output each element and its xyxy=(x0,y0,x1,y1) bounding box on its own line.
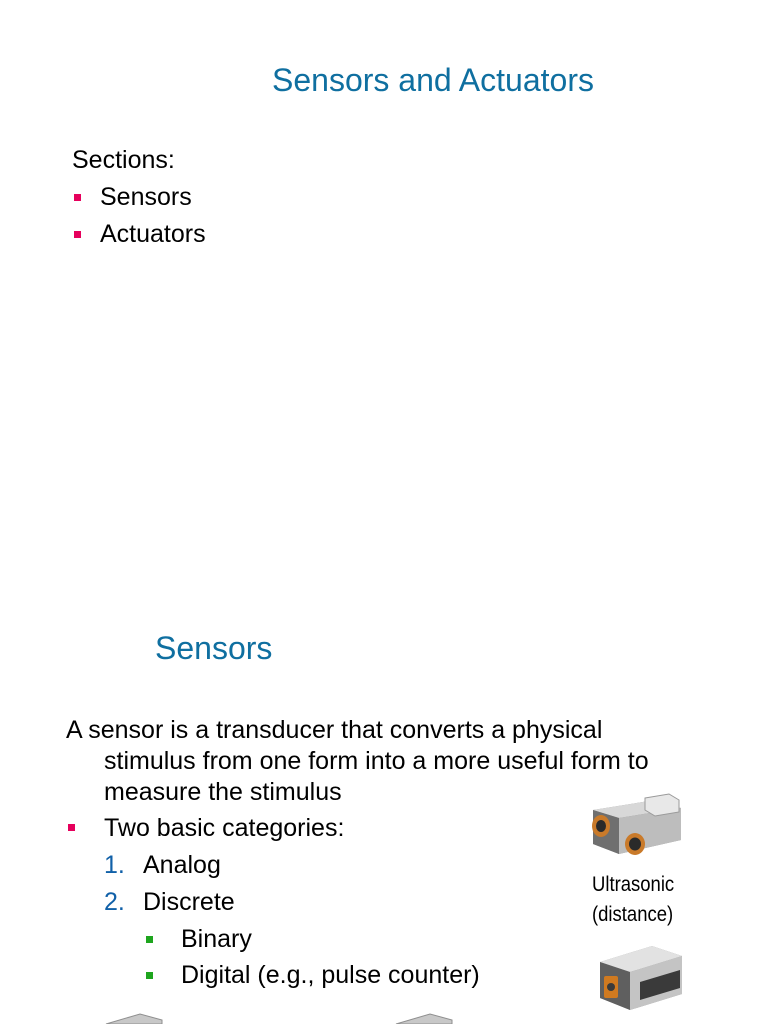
bullet-marker xyxy=(68,824,75,831)
list-item-analog: Analog xyxy=(143,851,221,879)
list-item-actuators: Actuators xyxy=(100,220,206,248)
ultrasonic-sensor-image xyxy=(585,792,685,862)
sub-item-binary: Binary xyxy=(181,925,252,953)
slide-title: Sensors and Actuators xyxy=(272,62,594,98)
bullet-marker xyxy=(74,231,81,238)
image-caption: (distance) xyxy=(592,903,674,926)
slide-sensors xyxy=(0,580,768,1024)
definition-text-line: stimulus from one form into a more useful form to xyxy=(104,747,649,775)
list-number: 1. xyxy=(104,851,125,879)
definition-text-line: measure the stimulus xyxy=(104,778,342,806)
slide-title: Sensors xyxy=(155,630,273,666)
sensor-image-partial xyxy=(100,1010,170,1024)
sub-bullet-marker xyxy=(146,936,153,943)
sub-bullet-marker xyxy=(146,972,153,979)
list-item-sensors: Sensors xyxy=(100,183,192,211)
sensor-brick-image xyxy=(596,942,686,1012)
list-number: 2. xyxy=(104,888,125,916)
sub-item-digital: Digital (e.g., pulse counter) xyxy=(181,961,480,989)
definition-text-line: A sensor is a transducer that converts a physical xyxy=(66,716,603,744)
sections-label: Sections: xyxy=(72,146,175,174)
sensor-image-partial xyxy=(390,1010,460,1024)
image-caption: Ultrasonic xyxy=(592,873,675,896)
list-item-discrete: Discrete xyxy=(143,888,235,916)
bullet-marker xyxy=(74,194,81,201)
categories-label: Two basic categories: xyxy=(104,814,345,842)
